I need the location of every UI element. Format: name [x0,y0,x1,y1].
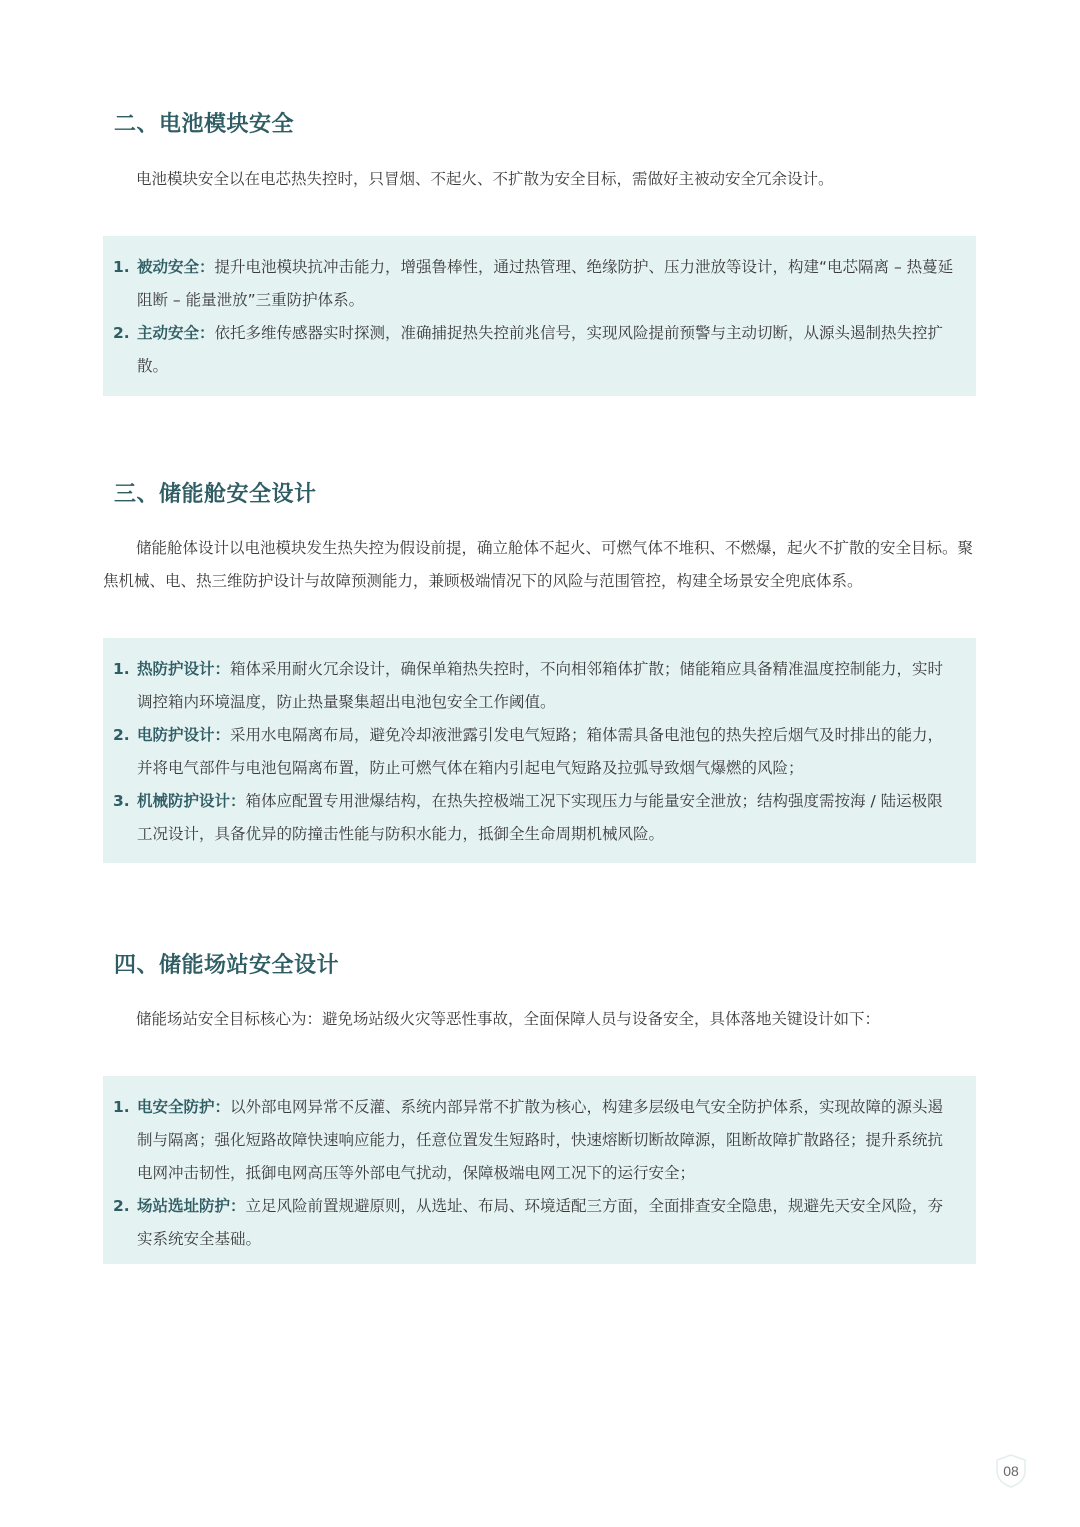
page-number-badge [993,1453,1029,1489]
section-intro-storage-cabin: 储能舱体设计以电池模块发生热失控为假设前提，确立舱体不起火、可燃气体不堆积、不燃爆，起火不扩散的安全目标。聚焦机械、电、热三维防护设计与故障预测能力，兼顾极端情况下的风险与范围管控，构建全场景安全兜底体系。 [103,539,974,590]
list-item [113,653,956,719]
list-item-number: 1. [113,258,130,276]
list-item-text: 依托多维传感器实时探测，准确捕捉热失控前兆信号，实现风险提前预警与主动切断，从源头遏制热失控扩散。 [137,324,944,375]
list-item-label: 场站选址防护： [137,1197,246,1215]
list-item [113,1190,956,1256]
list-item [113,719,956,785]
section-title-station: 四、储能场站安全设计 [114,953,340,978]
list-item-text: 提升电池模块抗冲击能力，增强鲁棒性，通过热管理、绝缘防护、压力泄放等设计，构建“电芯隔离 – 热蔓延阻断 – 能量泄放”三重防护体系。 [137,258,954,309]
section-title-battery-module: 二、电池模块安全 [114,112,295,137]
list-item-text: 以外部电网异常不反灌、系统内部异常不扩散为核心，构建多层级电气安全防护体系，实现故障的源头遏制与隔离；强化短路故障快速响应能力，任意位置发生短路时，快速熔断切断故障源，阻断故障扩散路径；提升系统抗电网冲击韧性，抵御电网高压等外部电气扰动，保障极端电网工况下的运行安全； [137,1098,944,1182]
storage-cabin-list-box [103,638,976,863]
page-number: 08 [1003,1463,1019,1479]
list-item-label: 电防护设计： [137,726,231,744]
list-item [113,251,956,317]
list-item-label: 机械防护设计： [137,792,246,810]
section-intro-battery-module: 电池模块安全以在电芯热失控时，只冒烟、不起火、不扩散为安全目标，需做好主被动安全冗余设计。 [136,170,834,188]
list-item-text: 采用水电隔离布局，避免冷却液泄露引发电气短路；箱体需具备电池包的热失控后烟气及时排出的能力，并将电气部件与电池包隔离布置，防止可燃气体在箱内引起电气短路及拉弧导致烟气爆燃的风险； [137,726,944,777]
station-list-box [103,1076,976,1264]
list-item-number: 1. [113,660,130,678]
list-item [113,317,956,383]
list-item-label: 被动安全： [137,258,215,276]
list-item-number: 1. [113,1098,130,1116]
battery-module-list-box [103,236,976,396]
list-item-number: 2. [113,726,130,744]
list-item-number: 2. [113,1197,130,1215]
list-item-number: 3. [113,792,130,810]
section-title-storage-cabin: 三、储能舱安全设计 [114,482,317,507]
list-item-label: 电安全防护： [137,1098,231,1116]
list-item-label: 热防护设计： [137,660,231,678]
list-item-number: 2. [113,324,130,342]
section-intro-station: 储能场站安全目标核心为：避免场站级火灾等恶性事故，全面保障人员与设备安全，具体落地关键设计如下： [136,1010,881,1028]
list-item-text: 箱体采用耐火冗余设计，确保单箱热失控时，不向相邻箱体扩散；储能箱应具备精准温度控制能力，实时调控箱内环境温度，防止热量聚集超出电池包安全工作阈值。 [137,660,944,711]
list-item-text: 立足风险前置规避原则，从选址、布局、环境适配三方面，全面排查安全隐患，规避先天安全风险，夯实系统安全基础。 [137,1197,944,1248]
list-item-text: 箱体应配置专用泄爆结构，在热失控极端工况下实现压力与能量安全泄放；结构强度需按海 / 陆运极限工况设计，具备优异的防撞击性能与防积水能力，抵御全生命周期机械风险。 [137,792,943,843]
list-item-label: 主动安全： [137,324,215,342]
list-item [113,1091,956,1190]
list-item [113,785,956,851]
